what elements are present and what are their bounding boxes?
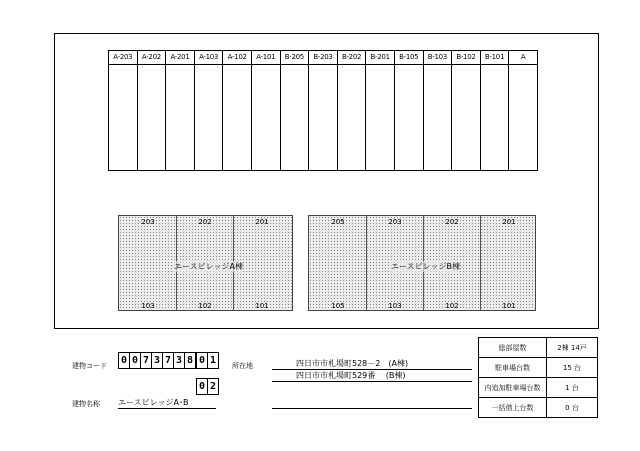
building-name: エースビレッジA･B	[118, 398, 189, 407]
summary-label: 内追加駐車場台数	[479, 378, 547, 398]
unit-203: 203	[388, 218, 402, 226]
parking-lot-label: A	[520, 53, 526, 61]
parking-lot	[109, 51, 137, 170]
unit-201: 201	[255, 218, 269, 226]
building-a-name: エースビレッジA棟	[174, 262, 243, 271]
code-digit: 0	[198, 355, 206, 366]
address-a: 四日市市札場町528－2 (A棟)	[296, 359, 409, 368]
parking-lot-label: A-201	[170, 53, 190, 61]
parking-lot-label: A-203	[113, 53, 133, 61]
code-digit: 7	[140, 353, 151, 368]
address-underline-2	[272, 381, 472, 382]
summary-value: 15 台	[547, 358, 598, 378]
code-digit: 0	[129, 353, 140, 368]
building-name-label: 建物名称	[72, 400, 100, 408]
summary-row	[479, 378, 598, 398]
parking-lot-label: B-102	[456, 53, 476, 61]
unit-105: 105	[331, 302, 345, 310]
summary-row	[479, 338, 598, 358]
parking-lot	[451, 51, 480, 170]
summary-label: 一括借上台数	[479, 398, 547, 418]
parking-lot	[137, 51, 166, 170]
building-code-label: 建物コード	[72, 362, 107, 370]
parking-lot-label: B-201	[370, 53, 390, 61]
unit-205: 205	[331, 218, 345, 226]
parking-lot	[394, 51, 423, 170]
code-digit: 8	[184, 353, 195, 368]
summary-table	[478, 337, 598, 418]
parking-lot-label: B-202	[341, 53, 362, 61]
building-name-underline	[118, 408, 216, 409]
unit-201: 201	[502, 218, 516, 226]
parking-lot-label: B-101	[484, 53, 505, 61]
parking-lot-label: A-102	[227, 53, 247, 61]
address-underline-3	[272, 408, 472, 409]
unit-203: 203	[141, 218, 155, 226]
parking-lot	[194, 51, 223, 170]
parking-lot	[480, 51, 509, 170]
unit-103: 103	[141, 302, 155, 310]
code-digit: 2	[207, 379, 218, 394]
summary-value: 0 台	[547, 398, 598, 418]
unit-101: 101	[255, 302, 269, 310]
summary-label: 総部屋数	[479, 338, 547, 358]
address-b: 四日市市札場町529番 (B棟)	[296, 371, 406, 380]
code-digit: 7	[162, 353, 173, 368]
parking-lot-label: B-105	[399, 53, 419, 61]
parking-lot-label: B-203	[313, 53, 333, 61]
building-b	[308, 215, 536, 311]
parking-lot	[280, 51, 309, 170]
summary-value: 2棟 14戸	[547, 338, 598, 358]
unit-102: 102	[445, 302, 459, 310]
parking-lot-label: B-103	[427, 53, 447, 61]
code-digit: 0	[198, 381, 206, 392]
unit-101: 101	[502, 302, 516, 310]
parking-lot-label: A-103	[199, 53, 219, 61]
parking-lot-label: A-202	[141, 53, 161, 61]
parking-lot	[222, 51, 251, 170]
unit-102: 102	[198, 302, 212, 310]
building-code-suffix-2	[196, 378, 219, 395]
parking-lot	[423, 51, 452, 170]
parking-lot-row	[108, 50, 538, 171]
summary-label: 駐車場台数	[479, 358, 547, 378]
parking-lot	[165, 51, 194, 170]
unit-103: 103	[388, 302, 402, 310]
building-b-name: エースビレッジB棟	[391, 262, 461, 271]
unit-202: 202	[198, 218, 212, 226]
code-digit: 3	[151, 353, 162, 368]
building-code-boxes	[118, 352, 196, 369]
code-digit: 3	[173, 353, 184, 368]
summary-value: 1 台	[547, 378, 598, 398]
summary-row	[479, 398, 598, 418]
parking-lot-label: A-101	[256, 53, 276, 61]
building-code-suffix-1	[196, 352, 219, 369]
parking-lot	[308, 51, 337, 170]
code-digit: 0	[120, 355, 128, 366]
parking-lot	[337, 51, 366, 170]
location-label: 所在地	[232, 362, 253, 370]
code-digit: 1	[207, 353, 218, 368]
parking-lot-label: B-205	[284, 53, 304, 61]
parking-lot	[251, 51, 280, 170]
parking-lot	[508, 51, 537, 170]
unit-202: 202	[445, 218, 459, 226]
parking-lot	[365, 51, 394, 170]
building-a	[118, 215, 293, 311]
summary-row	[479, 358, 598, 378]
